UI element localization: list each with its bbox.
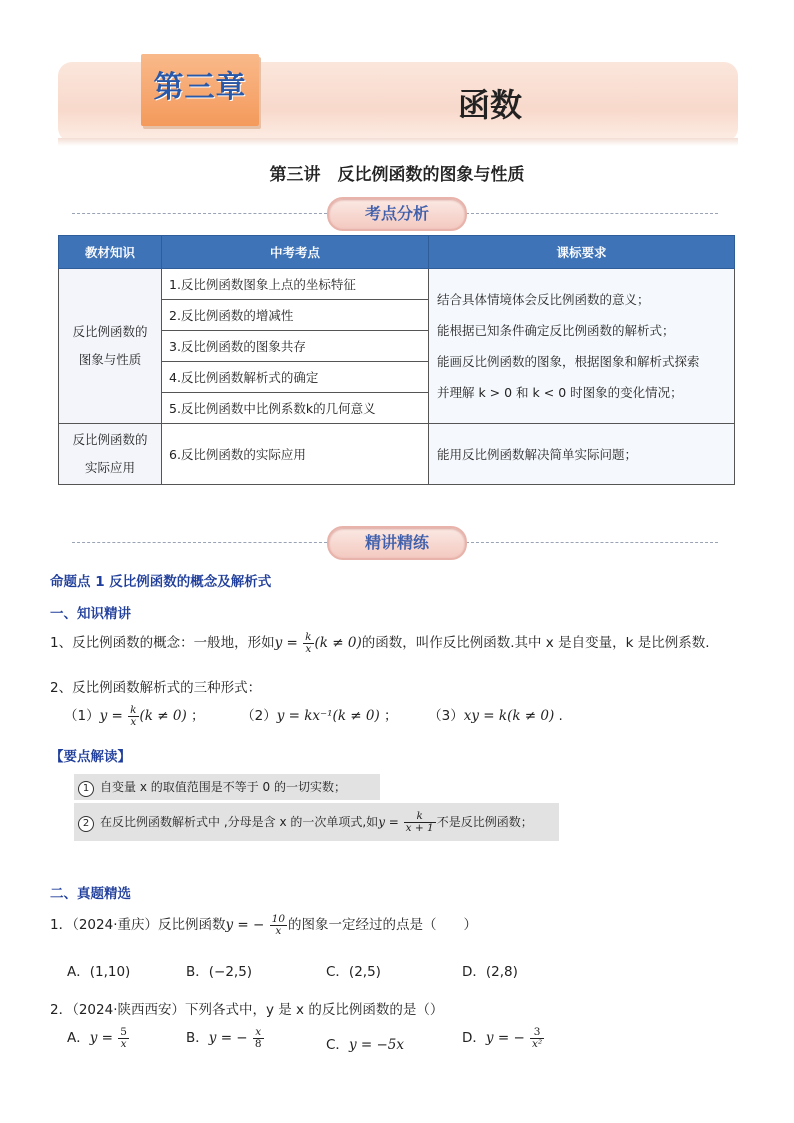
key-point-2: 2 在反比例函数解析式中 ,分母是含 x 的一次单项式,如y = $\frac{k}{x + 1}$ 不是反比例函数； xyxy=(74,803,559,841)
option-c-expression: y = −5x xyxy=(348,1037,404,1053)
formula-y: y xyxy=(274,635,283,651)
question-stem-prefix: 1．（2024·重庆）反比例函数 xyxy=(50,917,226,933)
section-divider-left xyxy=(72,542,327,543)
key-point-text: 不是反比例函数； xyxy=(436,815,533,829)
table-row xyxy=(59,424,735,485)
option-label: A． xyxy=(67,1030,90,1046)
table-row xyxy=(59,269,735,300)
topic-title: 命题点 1 反比例函数的概念及解析式 xyxy=(50,574,272,590)
exam-point: 2.反比例函数的增减性 xyxy=(162,300,429,331)
section-header-practice: 精讲精练 xyxy=(327,526,467,560)
circle-number-1: 1 xyxy=(78,781,94,797)
section-divider-left xyxy=(72,213,327,214)
requirement-line: 能根据已知条件确定反比例函数的解析式； xyxy=(437,323,675,338)
option-y: y xyxy=(208,1030,217,1046)
exam-point: 4.反比例函数解析式的确定 xyxy=(162,362,429,393)
key-point-text: 自变量 x 的取值范围是不等于 0 的一切实数； xyxy=(100,780,346,794)
category-cell xyxy=(59,424,162,485)
chapter-title: 函数 xyxy=(457,86,522,124)
option-label: B． xyxy=(186,1030,209,1046)
requirement-line: 能画反比例函数的图象，根据图象和解析式探索 xyxy=(437,354,700,369)
key-points-title: 【要点解读】 xyxy=(50,749,131,765)
option-y: y xyxy=(485,1030,494,1046)
formula-condition: (k ≠ 0) xyxy=(314,635,362,651)
question-1-stem: 1．（2024·重庆）反比例函数y = − $\frac{10}{x}$ 的图象一定经过的点是（ ） xyxy=(50,912,478,937)
table-header: 教材知识 xyxy=(59,236,162,269)
table-header-row xyxy=(59,236,735,269)
question-2-option-d: D．y = − $\frac{3}{\text{x²}}$ xyxy=(462,1025,543,1050)
form-label: （1） xyxy=(64,708,100,724)
option-label: D． xyxy=(462,1030,486,1046)
form-label: （2） xyxy=(241,708,277,724)
definition-prefix: 1、反比例函数的概念：一般地，形如 xyxy=(50,635,275,651)
form-1-condition: (k ≠ 0) xyxy=(139,708,187,724)
option-y: y xyxy=(89,1030,98,1046)
example-y: y xyxy=(378,815,385,829)
forms-title: 2、反比例函数解析式的三种形式： xyxy=(50,680,262,696)
example-fraction: $\frac{k}{x + 1}$ xyxy=(405,810,434,834)
question-formula-y: y xyxy=(225,917,234,933)
table-header: 课标要求 xyxy=(429,236,735,269)
form-1-fraction: $\frac{k}{x}$ xyxy=(130,703,137,728)
requirement-line: 并理解 k > 0 和 k < 0 时图象的变化情况； xyxy=(437,385,683,400)
question-1-option-b: B．(−2,5) xyxy=(186,964,253,980)
form-3-expression: xy = k(k ≠ 0) xyxy=(463,708,555,724)
category-label: 反比例函数的图象与性质 xyxy=(72,324,148,367)
requirement-line: 结合具体情境体会反比例函数的意义； xyxy=(437,292,650,307)
option-a-fraction: $\frac{5}{x}$ xyxy=(120,1025,127,1050)
definition-line: 1、反比例函数的概念：一般地，形如y = $\frac{k}{x}$ (k ≠ 0)的函数，叫作反比例函数.其中 x 是自变量，k 是比例系数. xyxy=(50,630,710,655)
table-header: 中考考点 xyxy=(162,236,429,269)
key-point-1 xyxy=(74,774,380,800)
formula-fraction: $\frac{k}{x}$ xyxy=(305,630,312,655)
exam-point: 1.反比例函数图象上点的坐标特征 xyxy=(162,269,429,300)
question-2-stem: 2．（2024·陕西西安）下列各式中，y 是 x 的反比例函数的是（） xyxy=(50,1002,444,1018)
question-2-option-c xyxy=(326,1033,404,1053)
chapter-label: 第三章 xyxy=(153,70,247,105)
form-label: （3） xyxy=(428,708,464,724)
forms-line: （1）y = $\frac{k}{x}$ (k ≠ 0) ； （2）y = kx⁻¹(k ≠ 0) ； （3）xy = k(k ≠ 0) . xyxy=(64,703,563,728)
requirement-cell: 能用反比例函数解决简单实际问题； xyxy=(429,424,735,485)
option-b-fraction: $\frac{x}{8}$ xyxy=(254,1025,262,1050)
option-label: C． xyxy=(326,1037,349,1053)
section-divider-right xyxy=(466,542,718,543)
question-2-option-a: A．y = $\frac{5}{x}$ xyxy=(67,1025,127,1050)
exam-point: 6.反比例函数的实际应用 xyxy=(162,424,429,485)
question-formula-fraction: $\frac{10}{x}$ xyxy=(271,912,286,937)
definition-suffix: 的函数，叫作反比例函数.其中 x 是自变量，k 是比例系数. xyxy=(361,635,710,651)
question-2-option-b: B．y = − $\frac{x}{8}$ xyxy=(186,1025,262,1050)
circle-number-2: 2 xyxy=(78,816,94,832)
section-divider-right xyxy=(466,213,718,214)
requirement-cell xyxy=(429,269,735,424)
option-d-fraction: $\frac{3}{\text{x²}}$ xyxy=(532,1025,543,1050)
category-cell xyxy=(59,269,162,424)
question-stem-suffix: 的图象一定经过的点是（ ） xyxy=(288,917,478,933)
question-1-option-c: C．(2,5) xyxy=(326,964,381,980)
knowledge-table xyxy=(58,235,735,485)
form-2-expression: y = kx⁻¹(k ≠ 0) xyxy=(276,708,380,724)
form-1-y: y xyxy=(99,708,108,724)
part-title: 二、真题精选 xyxy=(50,886,131,902)
key-point-text: 在反比例函数解析式中 ,分母是含 x 的一次单项式,如 xyxy=(100,815,379,829)
section-header-analysis: 考点分析 xyxy=(327,197,467,231)
exam-point: 3.反比例函数的图象共存 xyxy=(162,331,429,362)
exam-point: 5.反比例函数中比例系数k的几何意义 xyxy=(162,393,429,424)
question-1-option-d: D．(2,8) xyxy=(462,964,518,980)
question-1-option-a: A．(1,10) xyxy=(67,964,131,980)
category-label: 反比例函数的实际应用 xyxy=(72,432,148,475)
part-title: 一、知识精讲 xyxy=(50,606,131,622)
banner-shadow xyxy=(58,138,738,146)
lesson-title: 第三讲 反比例函数的图象与性质 xyxy=(269,165,525,185)
